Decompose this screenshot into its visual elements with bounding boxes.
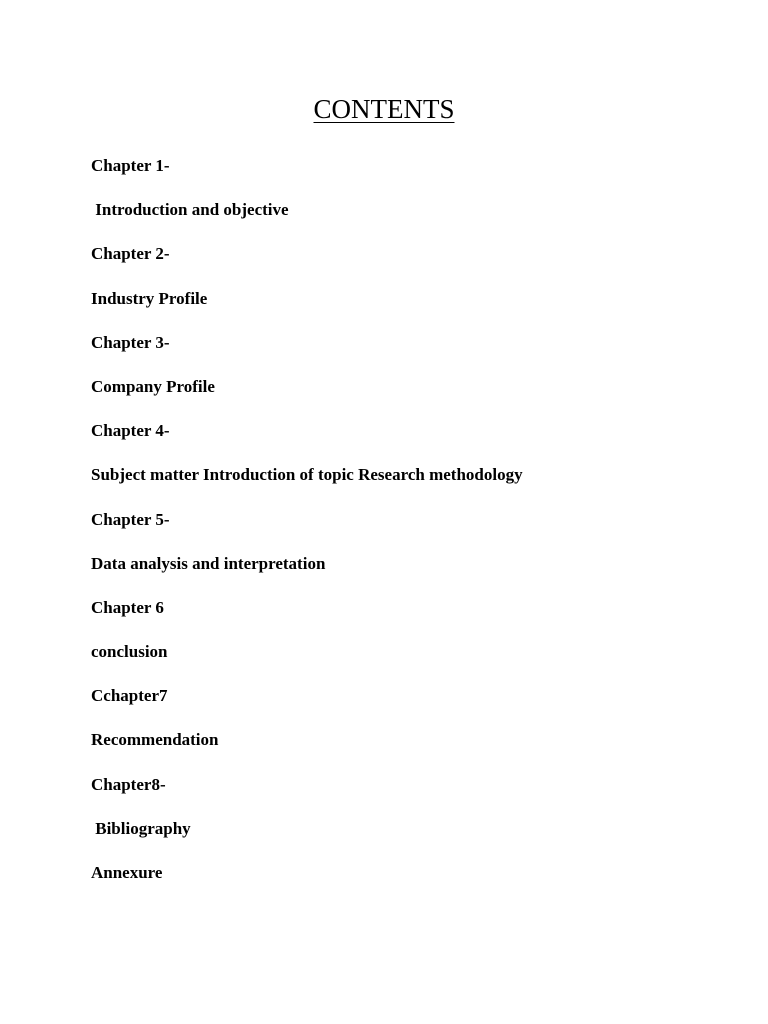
toc-line-chapter-1: Chapter 1-: [91, 156, 170, 175]
toc-line-company-profile: Company Profile: [91, 376, 215, 396]
toc-line-chapter-2: Chapter 2-: [91, 244, 170, 264]
toc-line-subject-matter: Subject matter Introduction of topic Research methodology: [91, 465, 523, 485]
toc-line-chapter-4: Chapter 4-: [91, 421, 170, 441]
toc-line-recommendation: Recommendation: [91, 730, 219, 750]
toc-line-chapter-6: Chapter 6: [91, 597, 164, 617]
toc-line-chapter-5: Chapter 5-: [91, 509, 170, 529]
toc-line-chapter-7: Cchapter7: [91, 686, 168, 706]
toc-line-conclusion: conclusion: [91, 642, 168, 662]
table-of-contents: [91, 153, 523, 904]
toc-line-chapter-3: Chapter 3-: [91, 332, 170, 352]
toc-line-industry-profile: Industry Profile: [91, 288, 208, 308]
toc-line-data-analysis: Data analysis and interpretation: [91, 553, 326, 573]
toc-line-chapter-8: Chapter8-: [91, 774, 166, 794]
toc-line-bibliography: Bibliography: [91, 818, 191, 838]
page-title: CONTENTS: [313, 94, 455, 124]
toc-line-introduction-and-objective: Introduction and objective: [91, 200, 289, 220]
toc-line-annexure: Annexure: [91, 863, 163, 882]
